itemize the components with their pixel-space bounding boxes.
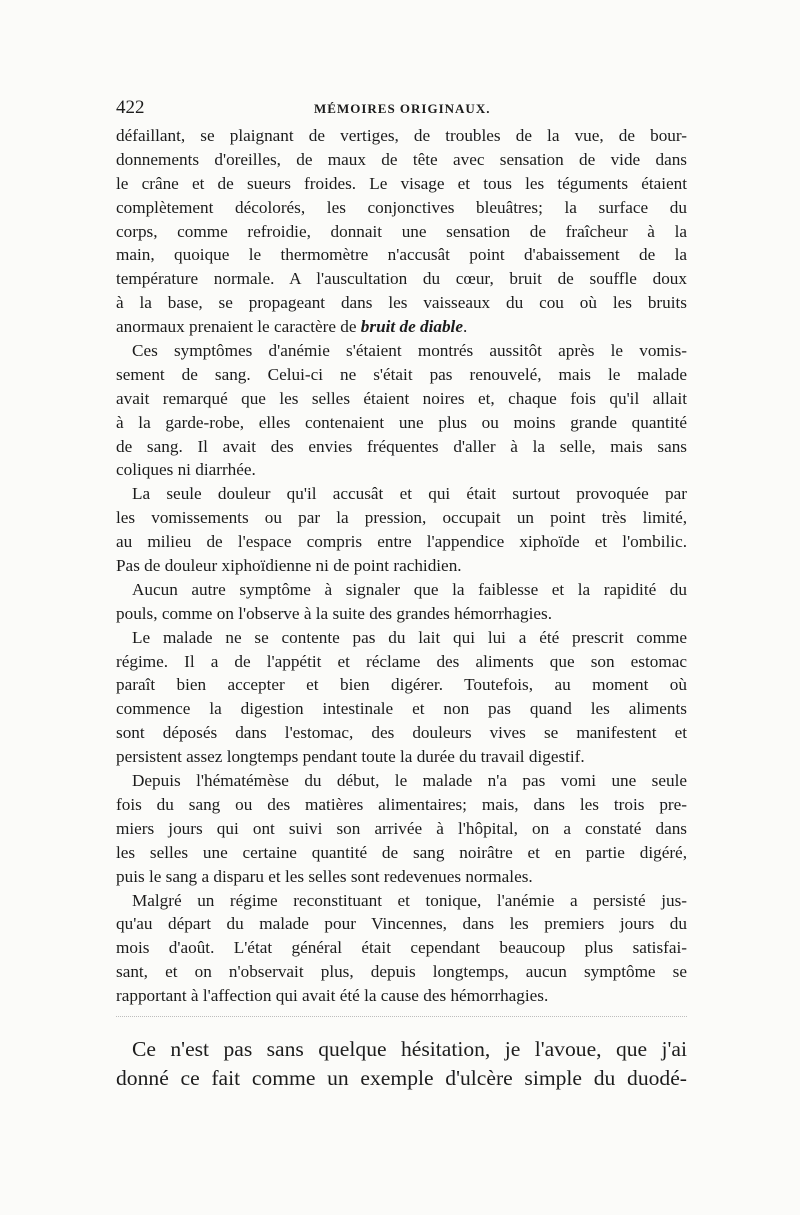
text-line: rapportant à l'affection qui avait été la cause des hémorrhagies. [116,986,549,1006]
text-line: main, quoique le thermomètre n'accusât point d'abaissement de la [116,245,687,265]
text-line: Ces symptômes d'anémie s'étaient montrés aussitôt après le vomis- [132,341,687,361]
emphasis-text: bruit de diable [360,317,463,337]
text-line: persistent assez longtemps pendant toute la durée du travail digestif. [116,747,585,767]
text-line: donnements d'oreilles, de maux de tête avec sensation de vide dans [116,149,687,169]
text-line: La seule douleur qu'il accusât et qui était surtout provoquée par [132,484,687,504]
text-line: régime. Il a de l'appétit et réclame des aliments que son estomac [116,651,687,671]
text-line: les vomissements ou par la pression, occupait un point très limité, [116,508,687,528]
text-line: complètement décolorés, les conjonctives bleuâtres; la surface du [116,197,687,217]
text-line: miers jours qui ont suivi son arrivée à l'hôpital, on a constaté dans [116,818,687,838]
text-line: Aucun autre symptôme à signaler que la faiblesse et la rapidité du [132,579,687,599]
text-line: commence la digestion intestinale et non pas quand les aliments [116,699,687,719]
page-number: 422 [116,97,145,118]
text-line: paraît bien accepter et bien digérer. Toutefois, au moment où [116,675,687,695]
text-line: Ce n'est pas sans quelque hésitation, je l'avoue, que j'ai [132,1036,687,1061]
commentary-text [116,1035,687,1093]
text-line: Le malade ne se contente pas du lait qui lui a été prescrit comme [132,627,687,647]
text-line: de sang. Il avait des envies fréquentes d'aller à la selle, mais sans [116,436,687,456]
section-divider [116,1016,687,1017]
text-line: pouls, comme on l'observe à la suite des grandes hémorrhagies. [116,603,553,623]
text-line: température normale. A l'auscultation du cœur, bruit de souffle doux [116,269,687,289]
text-line: donné ce fait comme un exemple d'ulcère simple du duodé- [116,1065,687,1090]
text-line: Pas de douleur xiphoïdienne ni de point rachidien. [116,556,462,576]
text-line: corps, comme refroidie, donnait une sensation de fraîcheur à la [116,221,687,241]
text-line: qu'au départ du malade pour Vincennes, dans les premiers jours du [116,914,687,934]
text-line: puis le sang a disparu et les selles sont redevenues normales. [116,866,533,886]
text-line: les selles une certaine quantité de sang noirâtre et en partie digéré, [116,842,687,862]
text-line: Malgré un régime reconstituant et tonique, l'anémie a persisté jus- [132,890,687,910]
text-line: à la garde-robe, elles contenaient une plus ou moins grande quantité [116,412,687,432]
text-line-start: anormaux prenaient le caractère de [116,317,357,337]
text-line: défaillant, se plaignant de vertiges, de troubles de la vue, de bour- [116,126,687,145]
case-observation-text [116,124,687,1008]
text-line: anormaux prenaient le caractère de bruit de diable. [116,317,468,337]
text-line: coliques ni diarrhée. [116,460,256,480]
text-line: au milieu de l'espace compris entre l'appendice xiphoïde et l'ombilic. [116,532,687,552]
text-line: fois du sang ou des matières alimentaires; mais, dans les trois pre- [116,794,687,814]
text-line: à la base, se propageant dans les vaisseaux du cou où les bruits [116,293,687,313]
text-line: mois d'août. L'état général était cependant beaucoup plus satisfai- [116,938,687,958]
page-header [116,96,687,124]
text-line: sant, et on n'observait plus, depuis longtemps, aucun symptôme se [116,962,687,982]
text-line: avait remarqué que les selles étaient noires et, chaque fois qu'il allait [116,388,687,408]
text-line: Depuis l'hématémèse du début, le malade n'a pas vomi une seule [132,771,687,791]
running-title: MÉMOIRES ORIGINAUX. [314,101,491,116]
book-page [116,96,687,1093]
text-line: sement de sang. Celui-ci ne s'était pas renouvelé, mais le malade [116,364,687,384]
text-line: le crâne et de sueurs froides. Le visage et tous les téguments étaient [116,173,687,193]
text-line: sont déposés dans l'estomac, des douleurs vives se manifestent et [116,723,687,743]
